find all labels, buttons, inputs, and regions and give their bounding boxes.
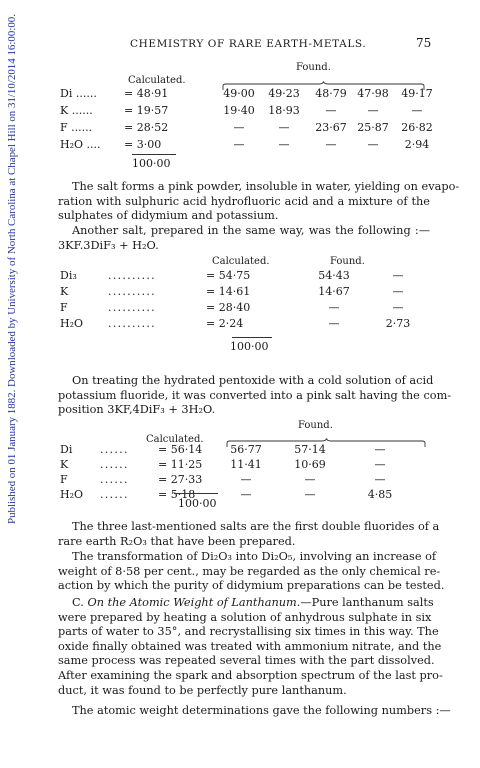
calculated-label: Calculated. <box>128 75 186 86</box>
found-brace <box>226 433 426 443</box>
found-label: Found. <box>298 420 333 431</box>
paragraph-text: —Pure lanthanum salts <box>300 596 434 609</box>
paragraph-line: action by which the purity of didymium preparations can be tested. <box>58 579 445 593</box>
found-value: 57·14 <box>294 443 326 456</box>
calculated-value: = 11·25 <box>158 458 203 471</box>
paragraph-line: rare earth R₂O₃ that have been prepared. <box>58 534 296 548</box>
element-label: H₂O .... <box>60 138 101 151</box>
found-value: — <box>374 473 386 486</box>
found-value: — <box>328 301 340 314</box>
found-value: 25·87 <box>357 121 389 134</box>
section-label: C. <box>72 596 88 609</box>
found-value: — <box>392 285 404 298</box>
page-number: 75 <box>416 36 432 50</box>
sum-rule <box>132 154 176 155</box>
leader-dots: ...... <box>100 473 129 486</box>
found-value: — <box>240 488 252 501</box>
leader-dots: .......... <box>108 301 156 314</box>
found-value: 18·93 <box>268 104 300 117</box>
element-label: F <box>60 301 68 314</box>
leader-dots: .......... <box>108 285 156 298</box>
found-value: — <box>374 443 386 456</box>
calculated-value: = 56·14 <box>158 443 203 456</box>
leader-dots: ...... <box>100 488 129 501</box>
paragraph-line: The atomic weight determinations gave the following numbers :— <box>72 704 451 717</box>
paragraph-line: Another salt, prepared in the same way, was the following :— <box>72 224 430 237</box>
found-value: — <box>374 458 386 471</box>
found-value: 54·43 <box>318 269 350 282</box>
paragraph-line: were prepared by heating a solution of anhydrous sulphate in six <box>58 610 432 624</box>
element-label: Di₃ <box>60 269 77 282</box>
calculated-value: = 48·91 <box>124 87 169 100</box>
found-value: 26·82 <box>401 121 433 134</box>
found-value: 2·73 <box>385 317 411 330</box>
table-2-total: 100·00 <box>230 340 269 353</box>
section-title: On the Atomic Weight of Lanthanum. <box>87 596 301 609</box>
sum-rule <box>232 337 272 338</box>
paragraph-line: sulphates of didymium and potassium. <box>58 209 279 223</box>
paragraph-2 <box>58 224 430 253</box>
found-value: 56·77 <box>230 443 262 456</box>
found-value: 10·69 <box>294 458 326 471</box>
found-value: — <box>328 317 340 330</box>
found-value: — <box>325 138 337 151</box>
paragraph-line: After examining the spark and absorption spectrum of the last pro- <box>58 668 443 682</box>
sum-rule <box>174 493 218 494</box>
leader-dots: ...... <box>100 458 129 471</box>
element-label: K ...... <box>60 104 93 117</box>
found-value: 11·41 <box>230 458 262 471</box>
paragraph-line: ration with sulphuric acid hydrofluoric acid and a mixture of the <box>58 194 430 208</box>
found-value: 14·67 <box>318 285 350 298</box>
calculated-value: = 54·75 <box>206 269 251 282</box>
paragraph-line: 3KF.3DiF₃ + H₂O. <box>58 238 159 252</box>
found-value: — <box>240 473 252 486</box>
calculated-value: = 2·24 <box>206 317 244 330</box>
paragraph-line: The transformation of Di₂O₃ into Di₂O₅, involving an increase of <box>72 550 437 563</box>
found-brace <box>222 76 425 86</box>
paragraph-line: weight of 8·58 per cent., may be regarded as the only chemical re- <box>58 564 441 578</box>
found-value: 4·85 <box>367 488 393 501</box>
paragraph-line: duct, it was found to be perfectly pure lanthanum. <box>58 683 347 697</box>
sidebar-watermark-text: Published on 01 January 1882. Downloaded by University of North Carolina at Chapel Hill on 31/10/2014 16:00:00. <box>6 10 18 524</box>
found-value: 19·40 <box>223 104 255 117</box>
table-3-total: 100·00 <box>178 497 217 510</box>
element-label: Di <box>60 443 73 456</box>
found-value: — <box>392 301 404 314</box>
paragraph-line: same process was repeated several times with the part dissolved. <box>58 654 435 668</box>
paragraph-line: The salt forms a pink powder, insoluble in water, yielding on evapo- <box>72 180 460 193</box>
found-value: 48·79 <box>315 87 347 100</box>
sidebar-watermark <box>0 10 24 524</box>
found-value: — <box>304 473 316 486</box>
found-label: Found. <box>296 62 331 73</box>
calculated-label: Calculated. <box>146 434 204 445</box>
leader-dots: .......... <box>108 269 156 282</box>
found-value: 23·67 <box>315 121 347 134</box>
element-label: H₂O <box>60 317 84 330</box>
found-value: 49·23 <box>268 87 300 100</box>
found-value: — <box>233 138 245 151</box>
calculated-value: = 28·40 <box>206 301 251 314</box>
paragraph-5 <box>58 550 445 594</box>
paragraph-line <box>58 596 434 611</box>
found-value: — <box>304 488 316 501</box>
paragraph-line: oxide finally obtained was treated with ammonium nitrate, and the <box>58 639 442 653</box>
calculated-label: Calculated. <box>212 256 270 267</box>
paragraph-line: On treating the hydrated pentoxide with a cold solution of acid <box>72 374 434 387</box>
element-label: F <box>60 473 68 486</box>
paragraph-line: position 3KF,4DiF₃ + 3H₂O. <box>58 403 216 417</box>
paragraph-7 <box>58 704 451 719</box>
calculated-value: = 27·33 <box>158 473 203 486</box>
found-value: 49·00 <box>223 87 255 100</box>
paragraph-line: potassium fluoride, it was converted into a pink salt having the com- <box>58 388 452 402</box>
found-value: 47·98 <box>357 87 389 100</box>
found-value: — <box>367 138 379 151</box>
found-value: — <box>411 104 423 117</box>
paragraph-6 <box>58 596 443 698</box>
paragraph-line: parts of water to 35°, and recrystallising six times in this way. The <box>58 625 439 639</box>
calculated-value: = 3·00 <box>124 138 162 151</box>
running-head: CHEMISTRY OF RARE EARTH-METALS. <box>130 38 367 50</box>
found-value: 2·94 <box>404 138 430 151</box>
found-value: — <box>325 104 337 117</box>
found-value: — <box>278 138 290 151</box>
leader-dots: .......... <box>108 317 156 330</box>
element-label: K <box>60 458 69 471</box>
paragraph-line: The three last-mentioned salts are the first double fluorides of a <box>72 520 440 533</box>
element-label: H₂O <box>60 488 84 501</box>
found-value: — <box>392 269 404 282</box>
calculated-value: = 5·18 <box>158 488 196 501</box>
found-value: 49·17 <box>401 87 433 100</box>
calculated-value: = 19·57 <box>124 104 169 117</box>
found-value: — <box>278 121 290 134</box>
paragraph-4 <box>58 520 440 549</box>
paragraph-3 <box>58 374 452 418</box>
element-label: K <box>60 285 69 298</box>
found-value: — <box>367 104 379 117</box>
paragraph-1 <box>58 180 460 224</box>
element-label: F ...... <box>60 121 93 134</box>
found-value: — <box>233 121 245 134</box>
leader-dots: ...... <box>100 443 129 456</box>
calculated-value: = 14·61 <box>206 285 251 298</box>
table-1-total: 100·00 <box>132 157 171 170</box>
element-label: Di ...... <box>60 87 97 100</box>
found-label: Found. <box>330 256 365 267</box>
calculated-value: = 28·52 <box>124 121 169 134</box>
